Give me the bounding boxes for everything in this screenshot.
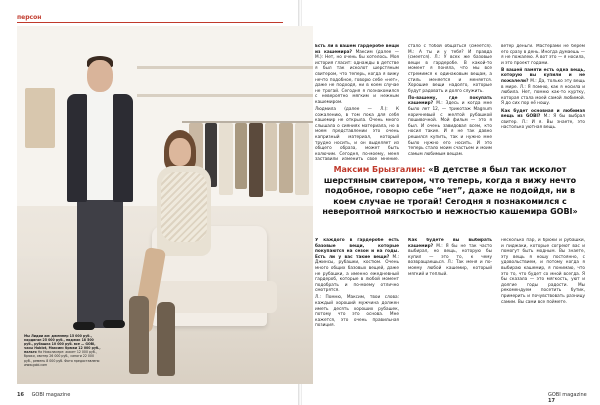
folio-left [17, 392, 70, 398]
woman-face [169, 138, 191, 166]
interview-answer: ветер деньги. Мастерами не берем его сразу в день. Иногда думаешь — я не пожалею. А вот это — я носила, и это проект годами. [501, 44, 585, 66]
woman-boot [129, 296, 149, 374]
interview-answer: Максим (далее — М.): Нет, но очень бы хотелось. Моя история гласит: однажды в детстве я был так исколот шерстяным свитером, что теперь, когда я вижу нечто подобное, говорю себе «нет», даже не подходя, ни в коем случае не трогай. Сегодня я познакомился с невероятно мягким и нежным кашемиром. [315, 49, 399, 105]
interview-answer: М.: Я бы не так часто выбирал, но вещь, которую бы купил — это то, к чему возвращаешься. Л.: Так меня и по-моему любой кашемир, который мягкий и теплый. [408, 243, 492, 277]
page-number-right: 17 [548, 398, 555, 404]
interview-answer: несколько пар, и брюки и рубашки, и пиджаки, которые согреют вас и помогут быть модным. Вы знаете, эту вещь я ношу постоянно, с удовольствием, и потому когда я выбираю кашемир, я понимаю, что это то, что будет со мной всегда. Я бы сказала — это мягкость, уют и долгие годы радости. Мы рекомендуем посетить бутик, примерить и почувствовать разницу самим. Вы сами все поймете. [501, 238, 585, 305]
text-column [501, 44, 585, 162]
text-column [501, 238, 585, 386]
article-paragraph [501, 44, 585, 66]
photo-caption [24, 334, 102, 367]
interview-answer: Л.: Помню, Максим, твои слова: каждый хороший мужчина должен иметь десять хороших рубашек, потому что это основа. Мне кажется, это очень правильная позиция. [315, 295, 399, 329]
man-vest-right [113, 94, 133, 202]
garment [219, 123, 233, 195]
garment [295, 123, 309, 195]
man-face [87, 60, 113, 92]
interview-answer: М.: Да, только эту вещь в мире. Л.: Я помню, как я носила и любила. Нет, помню как-то куртку, которая стала моей самой любимой. Я до сих пор её ношу. [501, 79, 585, 107]
garment [265, 123, 277, 191]
garment [235, 123, 247, 189]
article-paragraph [501, 68, 585, 107]
text-column [408, 238, 492, 386]
section-label: персон [17, 14, 42, 21]
interview-answer: стало с тобой общаться (смеется). М.: А ты и у тебя? И правда (смеется). Л.: У всех же базовые вещи в гардеробе. В какой-то момент я поняла, что мы все стремимся к одинаковым вещам, а стиль меняется и меняется. Хорошие вещи надолго, которые будут радовать и долго служить. [408, 44, 492, 94]
article-paragraph [315, 238, 399, 294]
pull-quote [315, 165, 585, 218]
interview-question: Есть ли в вашем гардеробе вещи из кашемира? [315, 44, 399, 55]
garment [249, 123, 263, 197]
article-paragraph [315, 107, 399, 162]
man-shoe [103, 320, 125, 328]
folio-tag-left: GOBI magazine [31, 392, 71, 398]
garment [25, 88, 55, 148]
section-rule [17, 22, 283, 23]
interview-question: По-вашему, где покупать кашемир? [408, 95, 492, 107]
caption-text: На Николасере: жакет 12 000 руб., брюки, свитер 26 000 руб., сапоги 22 000 руб., ремень 8 000 руб. Фото предоставлено www.gobi.com [24, 350, 100, 367]
interview-answer: М.: Джинсы, рубашки, костюм. Очень много общих базовых вещей, даже не рубашки, а именно ежедневный гардероб, которые в любой момент подобрать и по-моему отлично смотрятся. [315, 254, 399, 294]
page-number-left: 16 [17, 392, 24, 398]
caption-bold: Мы Лидии ам: джемпер 15 000 руб., кардиган 25 000 руб., пиджак 18 500 руб., рубашка 10 000 руб. все — GOBI, часы Hublot, Максим: брюки 12 000 руб., пальто [24, 334, 101, 355]
article-paragraph [501, 109, 585, 131]
editorial-photo [17, 26, 313, 384]
interview-answer: Людмила (далее — Л.): К сожалению, в том пока для себя кашемир не открыла. Очень много слышала о сияниях материала, но в моем представлении это очень капризный материал, который трудно носить, и он выделяет из общего образа, может быть колючим. Сегодня, по-моему, меня заставили изменить свое мнение. [315, 107, 399, 162]
man-trousers [77, 198, 123, 328]
interview-answer: М.: Я бы выбрал свитер. Л.: И я. Вы знаете, это настолько уютная вещь. [501, 114, 585, 131]
man-vest-left [67, 94, 87, 202]
folio-right [548, 392, 600, 404]
article-paragraph [315, 44, 399, 106]
shelf [137, 94, 313, 97]
interview-question: У каждого в гардеробе есть базовые вещи, которые покупаются на сезон и на годы. Есть ли у вас такие вещи? [315, 238, 399, 260]
folio-tag-right: GOBI magazine [548, 392, 587, 398]
text-column [408, 44, 492, 162]
quote-author: Максим Брызгалин: [333, 165, 426, 174]
article-paragraph [315, 295, 399, 329]
interview-answer: М.: Здесь и когда мне было лет 12, — трикотаж Magnum коричневый с желтой рубашкой пошивочной. Мой фильм — это я был. И очень завидовал всем, кто носил такие. И я не так давно решился купить, так и нужно мне было нужно его носить. И это теперь стало моим счастьем и моим самым любимым вещам. [408, 101, 492, 157]
article-paragraph [408, 238, 492, 277]
quote-text: «В детстве я был так исколот шерстяным свитером, что теперь, когда я вижу нечто подобное, говорю себе “нет”, даже не подойдя, ни в коем случае не трогай! Сегодня я познакомился с невероятной мягкостью и нежностью кашемира GOBI» [322, 165, 578, 216]
man-shoe [73, 322, 95, 330]
interview-question: Как будет основная и любимая вещь из GOBI? [501, 108, 585, 120]
shelf [137, 66, 313, 69]
article-paragraph [501, 238, 585, 305]
article-paragraph [408, 96, 492, 158]
interview-question: В вашей памяти есть одна вещь, которую вы купили и не пожалели? [501, 67, 585, 85]
interview-question: Как будете вы выбирать кашемир? [408, 238, 492, 249]
woman-fur-texture [161, 172, 207, 242]
text-column [315, 238, 399, 386]
garment [279, 123, 293, 193]
article-paragraph [408, 44, 492, 94]
text-column [315, 44, 399, 162]
woman-boot [157, 302, 175, 376]
